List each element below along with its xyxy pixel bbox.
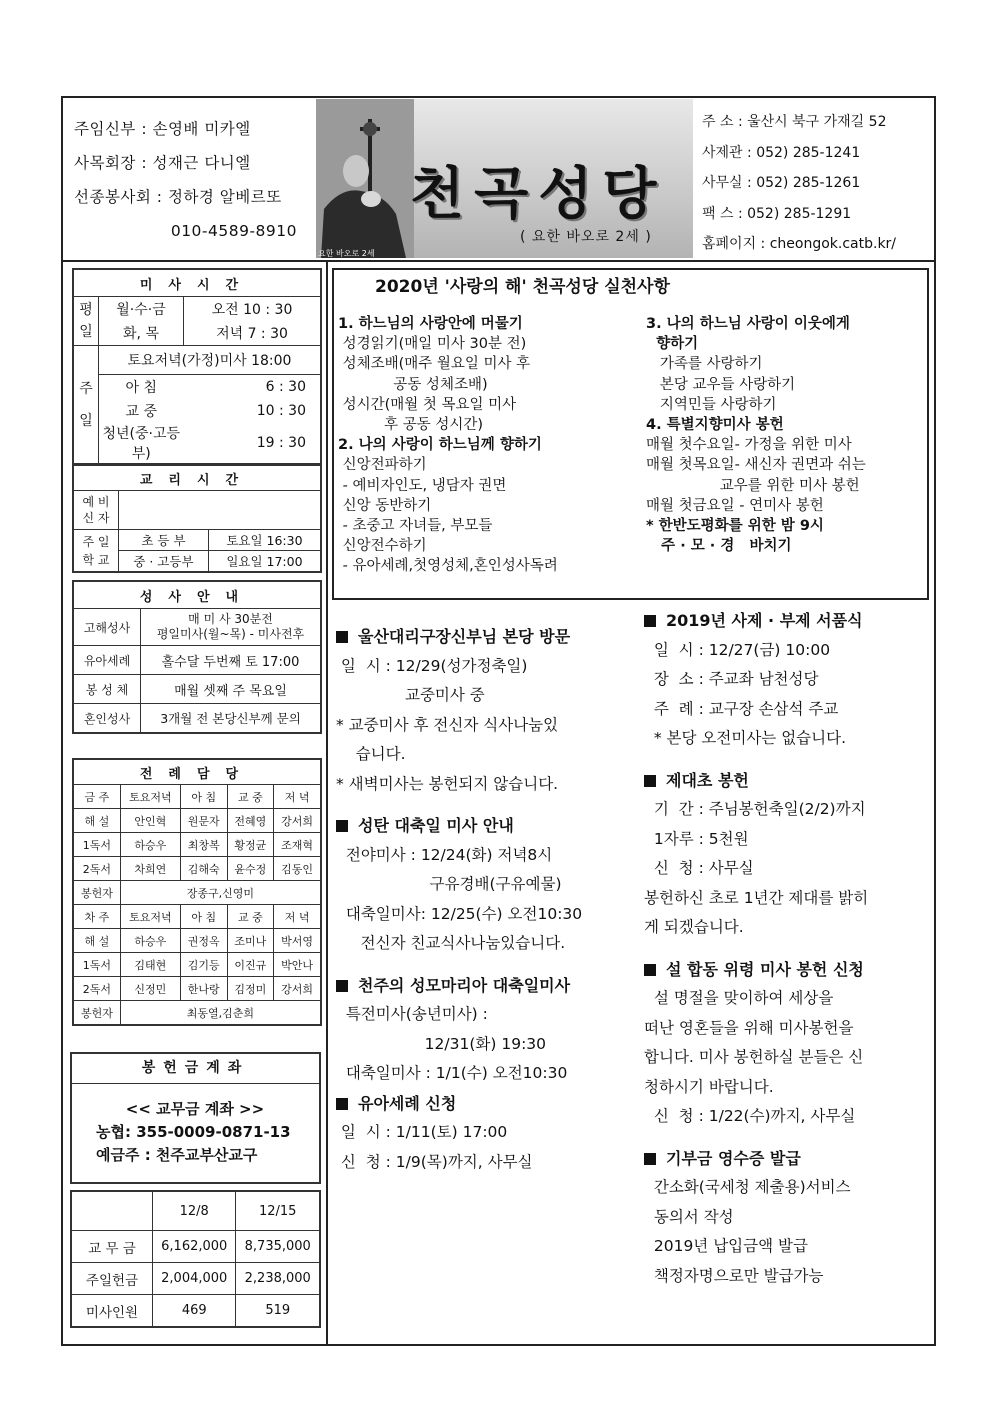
mass-times-table bbox=[72, 268, 322, 465]
catechism-catechumen-value bbox=[119, 491, 322, 530]
account-details bbox=[80, 1098, 310, 1167]
weekday-time-2: 저녁 7 : 30 bbox=[184, 321, 322, 346]
contact-rectory: 사제관 : 052) 285-1241 bbox=[702, 144, 861, 161]
table-row bbox=[73, 857, 321, 881]
table-cell: 저 녁 bbox=[274, 785, 321, 809]
news-heading-text: 기부금 영수증 발급 bbox=[666, 1148, 801, 1168]
news-line: 신 청 : 1/22(수)까지, 사무실 bbox=[644, 1107, 856, 1125]
sacrament-confession-value: 매 미 사 30분전 평일미사(월~목) - 미사전후 bbox=[141, 609, 322, 646]
image-signature: 요한 바오로 2세 bbox=[318, 249, 375, 258]
news-line: 동의서 작성 bbox=[644, 1207, 734, 1226]
practice-line: 향하기 bbox=[646, 336, 699, 353]
news-heading-text: 2019년 사제 · 부제 서품식 bbox=[666, 611, 863, 630]
sunday-mass-3-time: 19 : 30 bbox=[184, 423, 322, 464]
practice-line: 성시간(매월 첫 목요일 미사 bbox=[338, 396, 517, 413]
table-cell: 하승우 bbox=[120, 833, 180, 857]
news-line: 일 시 : 12/29(성가정축일) bbox=[336, 656, 528, 675]
table-cell: 봉헌자 bbox=[73, 1001, 120, 1026]
square-bullet-icon bbox=[644, 615, 656, 627]
news-line: 주 례 : 교구장 손삼석 주교 bbox=[644, 699, 839, 718]
table-cell: 아 침 bbox=[180, 785, 227, 809]
practice-line: 지역민들 사랑하기 bbox=[646, 396, 777, 413]
practice-line: 성경읽기(매일 미사 30분 전) bbox=[338, 336, 527, 353]
table-cell: 신정민 bbox=[120, 977, 180, 1001]
news-heading bbox=[644, 955, 934, 985]
sunday-mass-1-label: 아 침 bbox=[99, 375, 184, 400]
news-heading bbox=[336, 971, 632, 1001]
table-cell: 김해숙 bbox=[180, 857, 227, 881]
practice-line: - 예비자인도, 냉담자 권면 bbox=[338, 477, 507, 494]
practice-line: 공동 성체조배) bbox=[338, 376, 488, 393]
table-cell: 토요저녁 bbox=[120, 905, 180, 929]
news-line: 간소화(국세청 제출용)서비스 bbox=[644, 1178, 851, 1196]
table-cell: 안인혁 bbox=[120, 809, 180, 833]
news-heading-text: 유아세례 신청 bbox=[358, 1093, 457, 1113]
news-heading bbox=[336, 811, 632, 841]
sacrament-baptism-value: 홀수달 두번째 토 17:00 bbox=[141, 646, 322, 675]
staff-phone: 010-4589-8910 bbox=[170, 222, 297, 240]
table-cell: 12/8 bbox=[153, 1191, 236, 1231]
sacrament-communion-label: 봉 성 체 bbox=[73, 675, 141, 704]
table-cell: 최동열,김춘희 bbox=[120, 1001, 321, 1026]
table-row bbox=[73, 833, 321, 857]
table-cell: 봉헌자 bbox=[73, 881, 120, 905]
sunday-label: 주 일 bbox=[73, 346, 99, 465]
sacraments-title: 성사안내 bbox=[73, 581, 321, 609]
catechism-catechumen-label: 예 비 신 자 bbox=[73, 491, 119, 530]
news-line: 장 소 : 주교좌 남천성당 bbox=[644, 670, 819, 688]
table-cell: 금 주 bbox=[73, 785, 120, 809]
table-row bbox=[71, 1295, 320, 1328]
table-cell: 이진규 bbox=[227, 953, 274, 977]
table-cell: 2독서 bbox=[73, 977, 120, 1001]
account-title: 봉헌금계좌 bbox=[70, 1052, 321, 1084]
table-cell: 김정미 bbox=[227, 977, 274, 1001]
liturgy-next-week-offering bbox=[73, 1001, 321, 1026]
table-row bbox=[73, 977, 321, 1001]
square-bullet-icon bbox=[336, 631, 348, 643]
table-cell: 12/15 bbox=[236, 1191, 320, 1231]
practice-line: 신앙전수하기 bbox=[338, 538, 427, 555]
news-right-column bbox=[644, 606, 934, 1291]
table-cell: 토요저녁 bbox=[120, 785, 180, 809]
table-cell: 김기등 bbox=[180, 953, 227, 977]
table-cell: 469 bbox=[153, 1295, 236, 1328]
column-divider bbox=[326, 260, 328, 1346]
table-cell: 저 녁 bbox=[274, 905, 321, 929]
finance-table bbox=[70, 1190, 321, 1328]
table-cell: 해 설 bbox=[73, 929, 120, 953]
news-left-column bbox=[336, 622, 632, 1177]
news-line: * 새벽미사는 봉헌되지 않습니다. bbox=[336, 774, 559, 793]
news-line: * 교중미사 후 전신자 식사나눔있 bbox=[336, 715, 559, 734]
news-line: 봉헌하신 초로 1년간 제대를 밝히 bbox=[644, 888, 869, 907]
pope-figure-image bbox=[316, 99, 414, 258]
table-cell: 2,004,000 bbox=[153, 1263, 236, 1295]
table-cell: 1독서 bbox=[73, 953, 120, 977]
table-row bbox=[73, 809, 321, 833]
practice-line: 성체조배(매주 월요일 미사 후 bbox=[338, 356, 531, 373]
news-line: 합니다. 미사 봉헌하실 분들은 신 bbox=[644, 1048, 864, 1066]
table-cell: 8,735,000 bbox=[236, 1231, 320, 1263]
news-line: 전야미사 : 12/24(화) 저녁8시 bbox=[336, 845, 553, 864]
practice-line: 매월 첫목요일- 새신자 권면과 쉬는 bbox=[646, 457, 866, 474]
news-heading-text: 설 합동 위령 미사 봉헌 신청 bbox=[666, 959, 864, 979]
square-bullet-icon bbox=[644, 1153, 656, 1165]
saturday-mass: 토요저녁(가정)미사 18:00 bbox=[99, 346, 322, 375]
church-subtitle: ( 요한 바오로 2세 ) bbox=[520, 229, 652, 245]
catechism-sundayschool-label: 주 일 학 교 bbox=[73, 530, 119, 573]
news-heading bbox=[644, 1144, 934, 1174]
news-heading bbox=[336, 1089, 632, 1119]
table-cell: 윤수정 bbox=[227, 857, 274, 881]
practice-line: 신앙 동반하기 bbox=[338, 497, 432, 514]
sunday-mass-2-label: 교 중 bbox=[99, 399, 184, 423]
table-row bbox=[73, 953, 321, 977]
catechism-middlehigh: 중 · 고등부 bbox=[119, 551, 209, 573]
news-line: 습니다. bbox=[336, 745, 406, 763]
table-cell: 원문자 bbox=[180, 809, 227, 833]
staff-pastor: 주임신부 : 손영배 미카엘 bbox=[74, 120, 251, 138]
table-cell: 한나랑 bbox=[180, 977, 227, 1001]
practice-line: 3. 나의 하느님 사랑이 이웃에게 bbox=[646, 316, 850, 332]
table-cell: 최창복 bbox=[180, 833, 227, 857]
staff-service: 선종봉사회 : 정하경 알베르또 bbox=[74, 188, 282, 206]
staff-list bbox=[74, 112, 309, 248]
news-line bbox=[644, 1132, 934, 1144]
sacrament-baptism-label: 유아세례 bbox=[73, 646, 141, 675]
contact-fax: 팩 스 : 052) 285-1291 bbox=[702, 205, 852, 222]
practice-line: 4. 특별지향미사 봉헌 bbox=[646, 417, 784, 434]
news-line bbox=[644, 943, 934, 955]
contact-homepage: 홈페이지 : cheongok.catb.kr/ bbox=[702, 236, 897, 252]
practice-line: 신앙전파하기 bbox=[338, 457, 427, 474]
table-row bbox=[71, 1231, 320, 1263]
table-cell: 하승우 bbox=[120, 929, 180, 953]
account-line-1: << 교무금 계좌 >> bbox=[125, 1100, 265, 1118]
liturgy-title: 전례담당 bbox=[73, 759, 321, 785]
square-bullet-icon bbox=[644, 964, 656, 976]
practice-line: 본당 교우들 사랑하기 bbox=[646, 376, 796, 393]
practice-notice-title: 2020년 '사랑의 해' 천곡성당 실천사항 bbox=[375, 277, 670, 297]
sunday-mass-3-label: 청년(중·고등부) bbox=[99, 423, 184, 464]
square-bullet-icon bbox=[644, 775, 656, 787]
weekday-days-2: 화, 목 bbox=[99, 321, 184, 346]
table-cell: 김태현 bbox=[120, 953, 180, 977]
table-cell: 6,162,000 bbox=[153, 1231, 236, 1263]
table-cell: 차희연 bbox=[120, 857, 180, 881]
table-row bbox=[71, 1263, 320, 1295]
table-cell: 권정옥 bbox=[180, 929, 227, 953]
news-line: 신 청 : 사무실 bbox=[644, 859, 754, 877]
sunday-mass-1-time: 6 : 30 bbox=[184, 375, 322, 400]
sacrament-marriage-label: 혼인성사 bbox=[73, 704, 141, 734]
news-line: 책정자명으로만 발급가능 bbox=[644, 1266, 824, 1285]
practice-line: 주 · 모 · 경 바치기 bbox=[646, 538, 792, 555]
catechism-title: 교리시간 bbox=[73, 465, 321, 491]
catechism-elementary-time: 토요일 16:30 bbox=[208, 530, 321, 551]
church-title: 천곡성당 bbox=[410, 161, 667, 227]
account-line-3: 예금주 : 천주교부산교구 bbox=[96, 1146, 258, 1164]
news-line: 기 간 : 주님봉헌축일(2/2)까지 bbox=[644, 800, 866, 818]
sunday-mass-2-time: 10 : 30 bbox=[184, 399, 322, 423]
news-heading-text: 울산대리구장신부님 본당 방문 bbox=[358, 627, 571, 646]
practice-left-column bbox=[338, 314, 638, 577]
table-cell: 조미나 bbox=[227, 929, 274, 953]
table-cell: 김동인 bbox=[274, 857, 321, 881]
sacrament-confession-label: 고해성사 bbox=[73, 609, 141, 646]
news-heading-text: 성탄 대축일 미사 안내 bbox=[358, 816, 514, 835]
table-cell: 미사인원 bbox=[71, 1295, 153, 1328]
news-line: 2019년 납입금액 발급 bbox=[644, 1237, 808, 1255]
practice-line: 후 공동 성시간) bbox=[338, 417, 484, 434]
news-line: 구유경배(구유예물) bbox=[336, 875, 562, 893]
practice-line: 2. 나의 사랑이 하느님께 향하기 bbox=[338, 437, 542, 454]
catechism-middlehigh-time: 일요일 17:00 bbox=[208, 551, 321, 573]
news-heading bbox=[336, 622, 632, 652]
practice-right-column bbox=[646, 314, 928, 556]
table-cell: 조재혁 bbox=[274, 833, 321, 857]
practice-line: - 초중고 자녀들, 부모들 bbox=[338, 518, 493, 535]
weekday-time-1: 오전 10 : 30 bbox=[184, 297, 322, 322]
contact-info bbox=[702, 107, 934, 260]
catechism-table bbox=[72, 464, 322, 573]
account-line-2: 농협: 355-0009-0871-13 bbox=[96, 1123, 291, 1141]
practice-line: 매월 첫수요일- 가정을 위한 미사 bbox=[646, 437, 852, 454]
table-cell: 2독서 bbox=[73, 857, 120, 881]
table-cell: 교 무 금 bbox=[71, 1231, 153, 1263]
catechism-elementary: 초 등 부 bbox=[119, 530, 209, 551]
contact-office: 사무실 : 052) 285-1261 bbox=[702, 175, 861, 191]
news-line bbox=[336, 959, 632, 971]
news-line bbox=[336, 799, 632, 811]
practice-line: 1. 하느님의 사랑안에 머물기 bbox=[338, 316, 523, 332]
news-line: 떠난 영혼들을 위해 미사봉헌을 bbox=[644, 1018, 854, 1037]
weekday-days-1: 월·수·금 bbox=[99, 297, 184, 322]
mass-times-title: 미사시간 bbox=[73, 269, 321, 297]
practice-line: * 한반도평화를 위한 밤 9시 bbox=[646, 518, 824, 535]
liturgy-this-week-offering bbox=[73, 881, 321, 905]
news-heading-text: 제대초 봉헌 bbox=[666, 770, 749, 790]
table-cell: 아 침 bbox=[180, 905, 227, 929]
finance-header bbox=[71, 1191, 320, 1231]
table-cell: 교 중 bbox=[227, 905, 274, 929]
liturgy-table bbox=[72, 758, 322, 1026]
news-heading bbox=[644, 606, 934, 636]
table-cell: 전혜영 bbox=[227, 809, 274, 833]
table-cell: 1독서 bbox=[73, 833, 120, 857]
liturgy-this-week-header bbox=[73, 785, 321, 809]
table-cell: 박안나 bbox=[274, 953, 321, 977]
staff-council: 사목회장 : 성재근 다니엘 bbox=[74, 154, 251, 172]
table-cell: 해 설 bbox=[73, 809, 120, 833]
practice-line: 교우를 위한 미사 봉헌 bbox=[646, 477, 860, 494]
liturgy-next-week-header bbox=[73, 905, 321, 929]
table-cell: 황정균 bbox=[227, 833, 274, 857]
table-row bbox=[73, 929, 321, 953]
news-line bbox=[644, 754, 934, 766]
news-line: 일 시 : 1/11(토) 17:00 bbox=[336, 1123, 508, 1141]
practice-line: - 유아세례,첫영성체,혼인성사독려 bbox=[338, 558, 558, 575]
news-line: 청하시기 바랍니다. bbox=[644, 1077, 774, 1096]
news-line: * 본당 오전미사는 없습니다. bbox=[644, 729, 847, 747]
news-line: 1자루 : 5천원 bbox=[644, 829, 749, 848]
table-cell: 519 bbox=[236, 1295, 320, 1328]
contact-address: 주 소 : 울산시 북구 가재길 52 bbox=[702, 114, 887, 130]
news-line: 설 명절을 맞이하여 세상을 bbox=[644, 989, 834, 1007]
square-bullet-icon bbox=[336, 820, 348, 832]
news-heading bbox=[644, 766, 934, 796]
news-line: 대축일미사 : 1/1(수) 오전10:30 bbox=[336, 1064, 568, 1082]
table-cell: 주일헌금 bbox=[71, 1263, 153, 1295]
square-bullet-icon bbox=[336, 1098, 348, 1110]
news-line: 특전미사(송년미사) : bbox=[336, 1005, 488, 1023]
news-line: 교중미사 중 bbox=[336, 686, 485, 704]
news-line: 12/31(화) 19:30 bbox=[336, 1034, 547, 1053]
news-line: 신 청 : 1/9(목)까지, 사무실 bbox=[336, 1152, 533, 1171]
table-cell: 차 주 bbox=[73, 905, 120, 929]
table-cell: 교 중 bbox=[227, 785, 274, 809]
news-line: 전신자 친교식사나눔있습니다. bbox=[336, 934, 566, 952]
practice-line: 매월 첫금요일 - 연미사 봉헌 bbox=[646, 497, 824, 514]
table-cell: 박서영 bbox=[274, 929, 321, 953]
table-cell bbox=[71, 1191, 153, 1231]
sacrament-marriage-value: 3개월 전 본당신부께 문의 bbox=[141, 704, 322, 734]
practice-line: 가족를 사랑하기 bbox=[646, 356, 763, 373]
square-bullet-icon bbox=[336, 980, 348, 992]
sacrament-communion-value: 매월 셋째 주 목요일 bbox=[141, 675, 322, 704]
sacraments-table bbox=[72, 580, 322, 734]
table-cell: 장종구,신영미 bbox=[120, 881, 321, 905]
news-line: 일 시 : 12/27(금) 10:00 bbox=[644, 640, 831, 659]
news-line: 대축일미사: 12/25(수) 오전10:30 bbox=[336, 904, 583, 923]
table-cell: 2,238,000 bbox=[236, 1263, 320, 1295]
header-divider bbox=[61, 260, 936, 262]
news-line: 게 되겠습니다. bbox=[644, 918, 744, 936]
news-heading-text: 천주의 성모마리아 대축일미사 bbox=[358, 975, 571, 995]
weekday-label: 평 일 bbox=[73, 297, 99, 346]
table-cell: 강서희 bbox=[274, 809, 321, 833]
table-cell: 강서희 bbox=[274, 977, 321, 1001]
